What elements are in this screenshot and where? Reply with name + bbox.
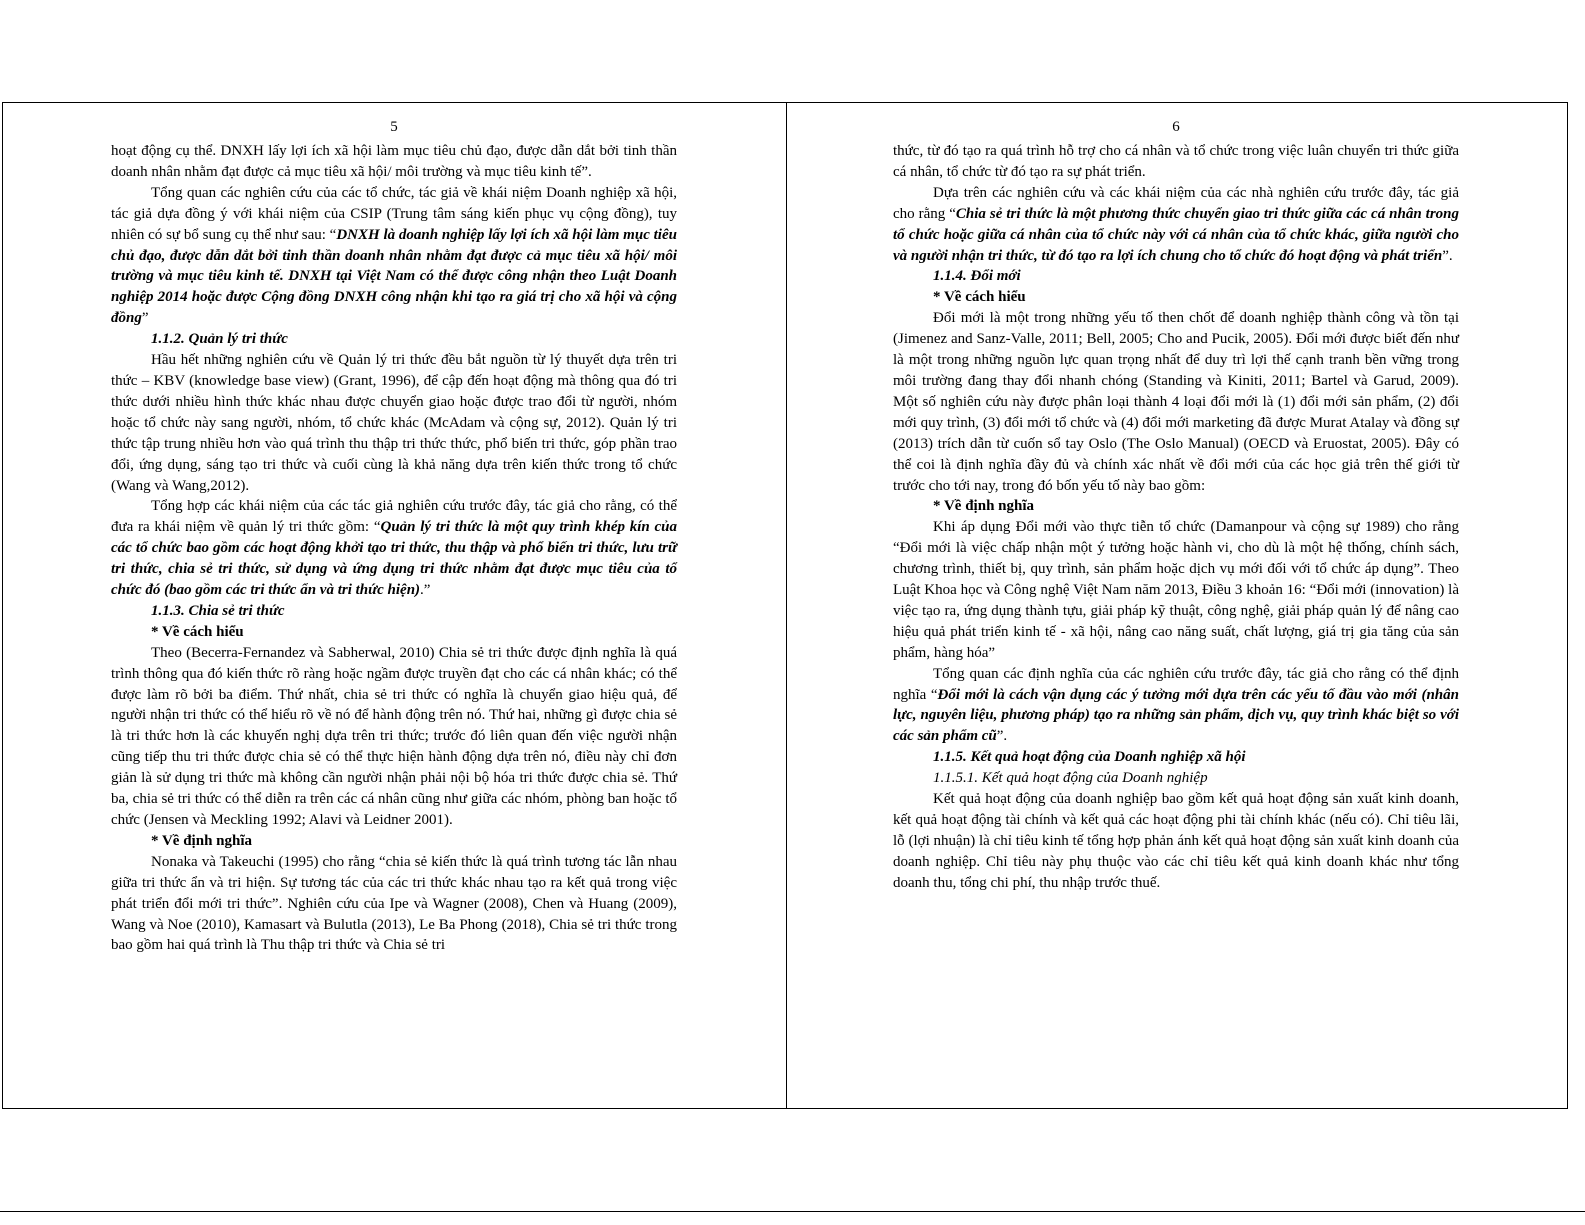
quote-mark: ”. [1442,247,1453,264]
paragraph-text: Tổng hợp các khái niệm của các tác giả nghiên cứu trước đây, tác giả cho rằng, có thể đưa ra khái niệm về quản lý tri thức gồm: “ [111,498,677,536]
section-heading: 1.1.5. Kết quả hoạt động của Doanh nghiệp xã hội [933,749,1246,766]
paragraph: hoạt động cụ thể. DNXH lấy lợi ích xã hội làm mục tiêu chủ đạo, được dẫn dắt bởi tinh thần doanh nhân nhằm đạt được cả mục tiêu xã hội/ môi trường và mục tiêu kinh tế”. [111,143,677,180]
quote-mark: ”. [996,728,1008,745]
left-page [111,103,677,1108]
definition-text: Đổi mới là cách vận dụng các ý tưởng mới dựa trên các yếu tố đầu vào mới (nhân lực, nguyên liệu, phương pháp) tạo ra những sản phẩm, dịch vụ, quy trình khác biệt so với các sản phẩm cũ [893,686,1459,745]
page-body [111,141,677,956]
paragraph: Khi áp dụng Đổi mới vào thực tiễn tổ chức (Damanpour và cộng sự 1989) cho rằng “Đổi mới là việc chấp nhận một ý tưởng hoặc hành vi, cho dù là một hệ thống, chính sách, chương trình, thiết bị, quy trình, sản phẩm hoặc dịch vụ mới đối với tổ chức áp dụng”. Theo Luật Khoa học và Công nghệ Việt Nam năm 2013, Điều 3 khoản 16: “Đổi mới (innovation) là việc tạo ra, ứng dụng thành tựu, giải pháp kỹ thuật, công nghệ, giải pháp quản lý để nâng cao hiệu quả phát triển kinh tế - xã hội, nâng cao năng suất, chất lượng, giá trị gia tăng của sản phẩm, hàng hóa” [893,519,1459,661]
page-divider [786,103,787,1108]
page-number: 6 [1172,119,1180,135]
paragraph [893,183,1459,267]
paragraph [111,183,677,329]
paragraph: Theo (Becerra-Fernandez và Sabherwal, 2010) Chia sẻ tri thức được định nghĩa là quá trình thông qua đó kiến thức rõ ràng hoặc ngầm được truyền đạt cho các cá nhân khác; có thể được làm rõ bởi ba điểm. Thứ nhất, chia sẻ tri thức có nghĩa là chuyển giao hiệu quả, để người nhận tri thức có thể hiểu rõ về nó để hành động trên nó. Thứ hai, những gì được chia sẻ là tri thức hơn là các khuyến nghị dựa trên tri thức; trước đó liên quan đến việc người nhận cũng tiếp thu tri thức được chia sẻ có thể thực hiện hành động dựa trên nó, điều này chỉ đơn giản là sử dụng tri thức mà không cần người nhận phải nội bộ hóa tri thức được chia sẻ. Thứ ba, chia sẻ tri thức có thể diễn ra trên các cá nhân cũng như giữa các nhóm, phòng ban hoặc tổ chức (Jensen và Meckling 1992; Alavi và Leidner 2001). [111,644,677,828]
section-heading: 1.1.4. Đổi mới [933,268,1021,285]
paragraph: Kết quả hoạt động của doanh nghiệp bao gồm kết quả hoạt động sản xuất kinh doanh, kết quả hoạt động tài chính và kết quả các hoạt động phi tài chính khác (nếu có). Chỉ tiêu lãi, lỗ (lợi nhuận) là chỉ tiêu kinh tế tổng hợp phản ánh kết quả hoạt động sản xuất kinh doanh của doanh nghiệp. Chỉ tiêu này phụ thuộc vào các chỉ tiêu kết quả kinh doanh khác như tổng doanh thu, tổng chi phí, thu nhập trước thuế. [893,791,1459,891]
definition-text: DNXH là doanh nghiệp lấy lợi ích xã hội làm mục tiêu chủ đạo, được dẫn dắt bởi tinh thần doanh nhân nhằm đạt được cả mục tiêu xã hội/ môi trường và mục tiêu kinh tế. DNXH tại Việt Nam có thể được công nhận theo Luật Doanh nghiệp 2014 hoặc được Cộng đồng DNXH công nhận khi tạo ra giá trị cho xã hội và cộng đồng [111,226,677,327]
paragraph-text: Tổng quan các định nghĩa của các nghiên cứu trước đây, tác giả cho rằng có thể định nghĩa “ [893,665,1459,703]
section-heading: 1.1.2. Quản lý tri thức [151,331,288,348]
document-spread [2,102,1568,1109]
subheading: * Về định nghĩa [933,498,1035,515]
paragraph [111,496,677,601]
page-number: 5 [390,119,398,135]
subsection-heading: 1.1.5.1. Kết quả hoạt động của Doanh nghiệp [933,770,1208,787]
subheading: * Về cách hiểu [151,623,244,640]
subheading: * Về định nghĩa [151,832,253,849]
paragraph: Nonaka và Takeuchi (1995) cho rằng “chia sẻ kiến thức là quá trình tương tác lẫn nhau giữa tri thức ẩn và tri hiện. Sự tương tác của các tri thức khác nhau tạo ra kết quả trong việc phát triển đổi mới tri thức”. Nghiên cứu của Ipe và Wagner (2008), Chen và Huang (2009), Wang và Noe (2010), Kamasart và Bulutla (2013), Le Ba Phong (2018), Chia sẻ tri thức trong bao gồm hai quá trình là Thu thập tri thức và Chia sẻ tri [111,853,677,954]
paragraph-text: Dựa trên các nghiên cứu và các khái niệm của các nhà nghiên cứu trước đây, tác giả cho rằng “ [893,184,1459,222]
paragraph [893,664,1459,748]
paragraph: thức, từ đó tạo ra quá trình hỗ trợ cho cá nhân và tổ chức trong việc luân chuyển tri thức giữa cá nhân, tổ chức từ đó tạo ra sự phát triển. [893,143,1459,180]
page-body [893,141,1459,894]
bottom-rule [0,1211,1585,1212]
paragraph: Đổi mới là một trong những yếu tố then chốt để doanh nghiệp thành công và tồn tại (Jimenez and Sanz-Valle, 2011; Bell, 2005; Cho and Pucik, 2005). Đổi mới được biết đến như là một trong những nguồn lực quan trọng nhất để duy trì lợi thế cạnh tranh bền vững trong môi trường đang thay đổi nhanh chóng (Standing và Kiniti, 2011; Bartel và Garud, 2009). Một số nghiên cứu này được phân loại thành 4 loại đổi mới là (1) đổi mới sản phẩm, (2) đổi mới quy trình, (3) đổi mới tổ chức và (4) đổi mới marketing đã được Murat Atalay và đồng sự (2013) trích dẫn từ cuốn sổ tay Oslo (The Oslo Manual) (OECD và Eruostat, 2005). Đây có thể coi là định nghĩa đầy đủ và chính xác nhất về đổi mới của các học giả trên thế giới từ trước cho tới nay, trong đó bốn yếu tố này bao gồm: [893,310,1459,494]
definition-text: Chia sẻ tri thức là một phương thức chuyển giao tri thức giữa các cá nhân trong tổ chức hoặc giữa cá nhân của tổ chức này với cá nhân của tổ chức khác, giữa người cho và người nhận tri thức, từ đó tạo ra lợi ích chung cho tổ chức đó hoạt động và phát triển [893,205,1460,264]
quote-mark: .” [420,582,431,599]
quote-mark: ” [141,310,149,327]
right-page [893,103,1459,1108]
definition-text: Quản lý tri thức là một quy trình khép kín của các tổ chức bao gồm các hoạt động khởi tạo tri thức, thu thập và phổ biến tri thức, lưu trữ tri thức, chia sẻ tri thức, sử dụng và ứng dụng tri thức nhằm đạt được mục tiêu của tổ chức đó (bao gồm các tri thức ẩn và tri thức hiện) [111,519,677,599]
section-heading: 1.1.3. Chia sẻ tri thức [151,602,285,619]
subheading: * Về cách hiểu [933,289,1026,306]
paragraph-text: Tổng quan các nghiên cứu của các tổ chức, tác giả về khái niệm Doanh nghiệp xã hội, tác giả dựa đồng ý với khái niệm của CSIP (Trung tâm sáng kiến phục vụ cộng đồng), tuy nhiên có sự bổ sung cụ thể như sau: “ [111,184,677,243]
paragraph: Hầu hết những nghiên cứu về Quản lý tri thức đều bắt nguồn từ lý thuyết dựa trên tri thức – KBV (knowledge base view) (Grant, 1996), để cập đến hoạt động mà thông qua đó tri thức dưới nhiều hình thức khác nhau được chuyển giao hoặc được trao đổi từ người, nhóm hoặc tổ chức này sang người, nhóm, tổ chức khác (McAdam và cộng sự, 2012). Quản lý tri thức tập trung nhiều hơn vào quá trình thu thập tri thức thức, phổ biến tri thức, góp phần trao đổi, ứng dụng, sáng tạo tri thức và cuối cùng là khả năng dựa trên kiến thức trong tổ chức (Wang và Wang,2012). [111,352,677,494]
